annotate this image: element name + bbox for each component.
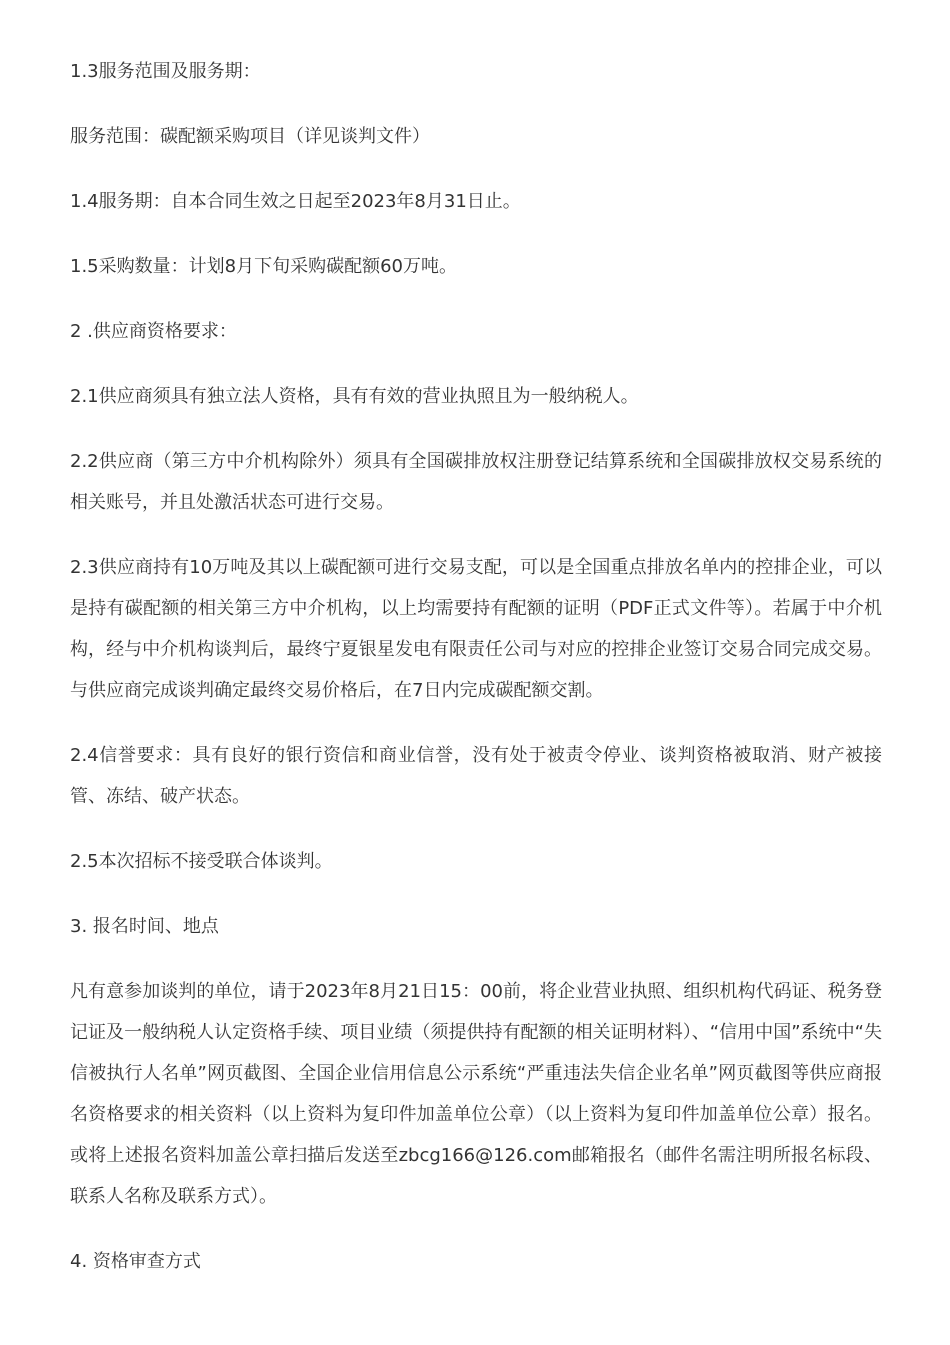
document-body	[70, 51, 882, 1306]
requirement-2-2: 2.2供应商（第三方中介机构除外）须具有全国碳排放权注册登记结算系统和全国碳排放权交易系统的相关账号，并且处激活状态可进行交易。	[70, 451, 882, 513]
requirement-2-1: 2.1供应商须具有独立法人资格，具有有效的营业执照且为一般纳税人。	[70, 386, 639, 407]
purchase-quantity: 1.5采购数量：计划8月下旬采购碳配额60万吨。	[70, 256, 457, 277]
service-scope: 服务范围：碳配额采购项目（详见谈判文件）	[70, 126, 430, 147]
section-heading-3: 3. 报名时间、地点	[70, 916, 219, 937]
requirement-2-3: 2.3供应商持有10万吨及其以上碳配额可进行交易支配，可以是全国重点排放名单内的控排企业，可以是持有碳配额的相关第三方中介机构，以上均需要持有配额的证明（PDF正式文件等）。若属于中介机构，经与中介机构谈判后，最终宁夏银星发电有限责任公司与对应的控排企业签订交易合同完成交易。与供应商完成谈判确定最终交易价格后，在7日内完成碳配额交割。	[70, 557, 882, 701]
section-heading-2: 2 .供应商资格要求：	[70, 321, 237, 342]
requirement-2-5: 2.5本次招标不接受联合体谈判。	[70, 851, 333, 872]
requirement-2-4: 2.4信誉要求：具有良好的银行资信和商业信誉，没有处于被责令停业、谈判资格被取消、财产被接管、冻结、破产状态。	[70, 745, 882, 807]
section-heading-4: 4. 资格审查方式	[70, 1251, 201, 1272]
section-heading-1-3: 1.3服务范围及服务期：	[70, 61, 261, 82]
service-period: 1.4服务期：自本合同生效之日起至2023年8月31日止。	[70, 191, 521, 212]
registration-instructions: 凡有意参加谈判的单位，请于2023年8月21日15：00前，将企业营业执照、组织机构代码证、税务登记证及一般纳税人认定资格手续、项目业绩（须提供持有配额的相关证明材料）、“信用中国”系统中“失信被执行人名单”网页截图、全国企业信用信息公示系统“严重违法失信企业名单”网页截图等供应商报名资格要求的相关资料（以上资料为复印件加盖单位公章）（以上资料为复印件加盖单位公章）报名。或将上述报名资料加盖公章扫描后发送至zbcg166@126.com邮箱报名（邮件名需注明所报名标段、联系人名称及联系方式）。	[70, 981, 882, 1207]
